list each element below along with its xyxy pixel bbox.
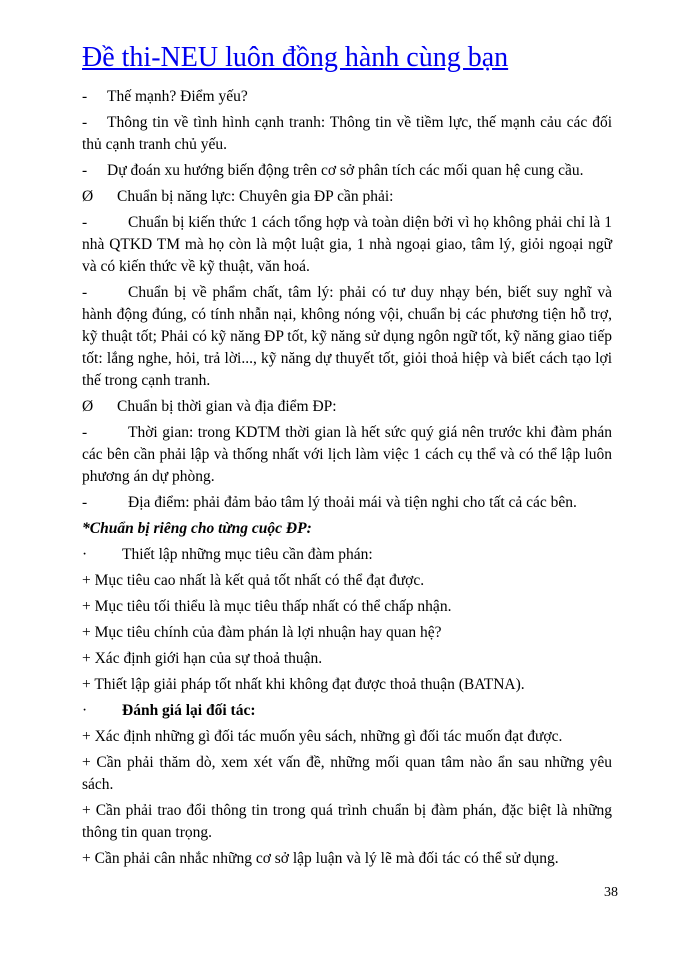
- list-item-text: Thế mạnh? Điểm yếu?: [107, 88, 248, 105]
- dash-marker: -: [82, 424, 88, 441]
- list-item: [82, 492, 612, 514]
- list-item: [82, 282, 612, 392]
- list-item-text: Địa điểm: phải đảm bảo tâm lý thoải mái và tiện nghi cho tất cả các bên.: [128, 494, 577, 511]
- list-item: [82, 186, 612, 208]
- list-item: [82, 422, 612, 488]
- list-item-text: Dự đoán xu hướng biến động trên cơ sở phân tích các mối quan hệ cung cầu.: [107, 162, 584, 179]
- goal-point: + Mục tiêu tối thiểu là mục tiêu thấp nhất có thể chấp nhận.: [82, 598, 452, 615]
- list-item: [82, 86, 612, 108]
- section-subheading: *Chuẩn bị riêng cho từng cuộc ĐP:: [82, 520, 312, 537]
- list-item: [82, 112, 612, 156]
- list-item-text: Chuẩn bị về phẩm chất, tâm lý: phải có tư duy nhạy bén, biết suy nghĩ và hành động đúng, có tính nhẫn nại, không nóng vội, chuẩn bị các phương tiện hỗ trợ, kỹ thuật tốt; Phải có kỹ năng ĐP tốt, kỹ năng sử dụng ngôn ngữ tốt, kỹ năng giao tiếp tốt: lắng nghe, hỏi, trả lời..., kỹ năng dự thuyết tốt, giỏi thoả hiệp và biết cách tạo lợi thế trong cạnh tranh.: [82, 284, 612, 389]
- partner-point: + Cần phải thăm dò, xem xét vấn đề, những mối quan tâm nào ẩn sau những yêu sách.: [82, 754, 612, 793]
- goal-point: + Mục tiêu chính của đàm phán là lợi nhuận hay quan hệ?: [82, 624, 442, 641]
- dash-marker: -: [82, 284, 88, 301]
- goal-point: + Thiết lập giải pháp tốt nhất khi không đạt được thoả thuận (BATNA).: [82, 676, 525, 693]
- partner-heading-text: Đánh giá lại đối tác:: [122, 702, 256, 719]
- dot-bullet-icon: ·: [82, 702, 88, 719]
- list-item: [82, 396, 612, 418]
- list-item-text: Chuẩn bị kiến thức 1 cách tổng hợp và toàn diện bởi vì họ không phải chỉ là 1 nhà QTKD TM mà họ còn là một luật gia, 1 nhà ngoại giao, tâm lý, giỏi ngoại ngữ và có kiến thức về kỹ thuật, văn hoá.: [82, 214, 612, 275]
- header-link[interactable]: Đề thi-NEU luôn đồng hành cùng bạn: [82, 42, 509, 73]
- partner-point: + Cần phải trao đổi thông tin trong quá trình chuẩn bị đàm phán, đặc biệt là những thông tin quan trọng.: [82, 802, 612, 841]
- goal-point: + Mục tiêu cao nhất là kết quả tốt nhất có thể đạt được.: [82, 572, 425, 589]
- arrow-bullet-icon: Ø: [82, 398, 94, 415]
- list-item: [82, 212, 612, 278]
- list-item-text: Chuẩn bị năng lực: Chuyên gia ĐP cần phải:: [117, 188, 394, 205]
- dot-bullet-icon: ·: [82, 546, 88, 563]
- goals-heading-text: Thiết lập những mục tiêu cần đàm phán:: [122, 546, 373, 563]
- goal-point: + Xác định giới hạn của sự thoả thuận.: [82, 650, 323, 667]
- page-number: 38: [604, 885, 618, 900]
- list-item: [82, 160, 612, 182]
- dash-marker: -: [82, 494, 88, 511]
- dash-marker: -: [82, 88, 88, 105]
- list-item-text: Thông tin về tình hình cạnh tranh: Thông tin về tiềm lực, thế mạnh cảu các đối thủ cạnh tranh chủ yếu.: [82, 114, 612, 153]
- dash-marker: -: [82, 214, 88, 231]
- document-body: [82, 86, 612, 874]
- dash-marker: -: [82, 162, 88, 179]
- partner-point: + Cần phải cân nhắc những cơ sở lập luận và lý lẽ mà đối tác có thể sử dụng.: [82, 850, 559, 867]
- partner-point: + Xác định những gì đối tác muốn yêu sách, những gì đối tác muốn đạt được.: [82, 728, 563, 745]
- arrow-bullet-icon: Ø: [82, 188, 94, 205]
- list-item-text: Chuẩn bị thời gian và địa điểm ĐP:: [117, 398, 337, 415]
- dash-marker: -: [82, 114, 88, 131]
- list-item-text: Thời gian: trong KDTM thời gian là hết sức quý giá nên trước khi đàm phán các bên cần phải lập và thống nhất với lịch làm việc 1 cách cụ thể và có thể lập luôn phương án dự phòng.: [82, 424, 612, 485]
- goals-heading: [82, 544, 612, 566]
- partner-heading: [82, 700, 612, 722]
